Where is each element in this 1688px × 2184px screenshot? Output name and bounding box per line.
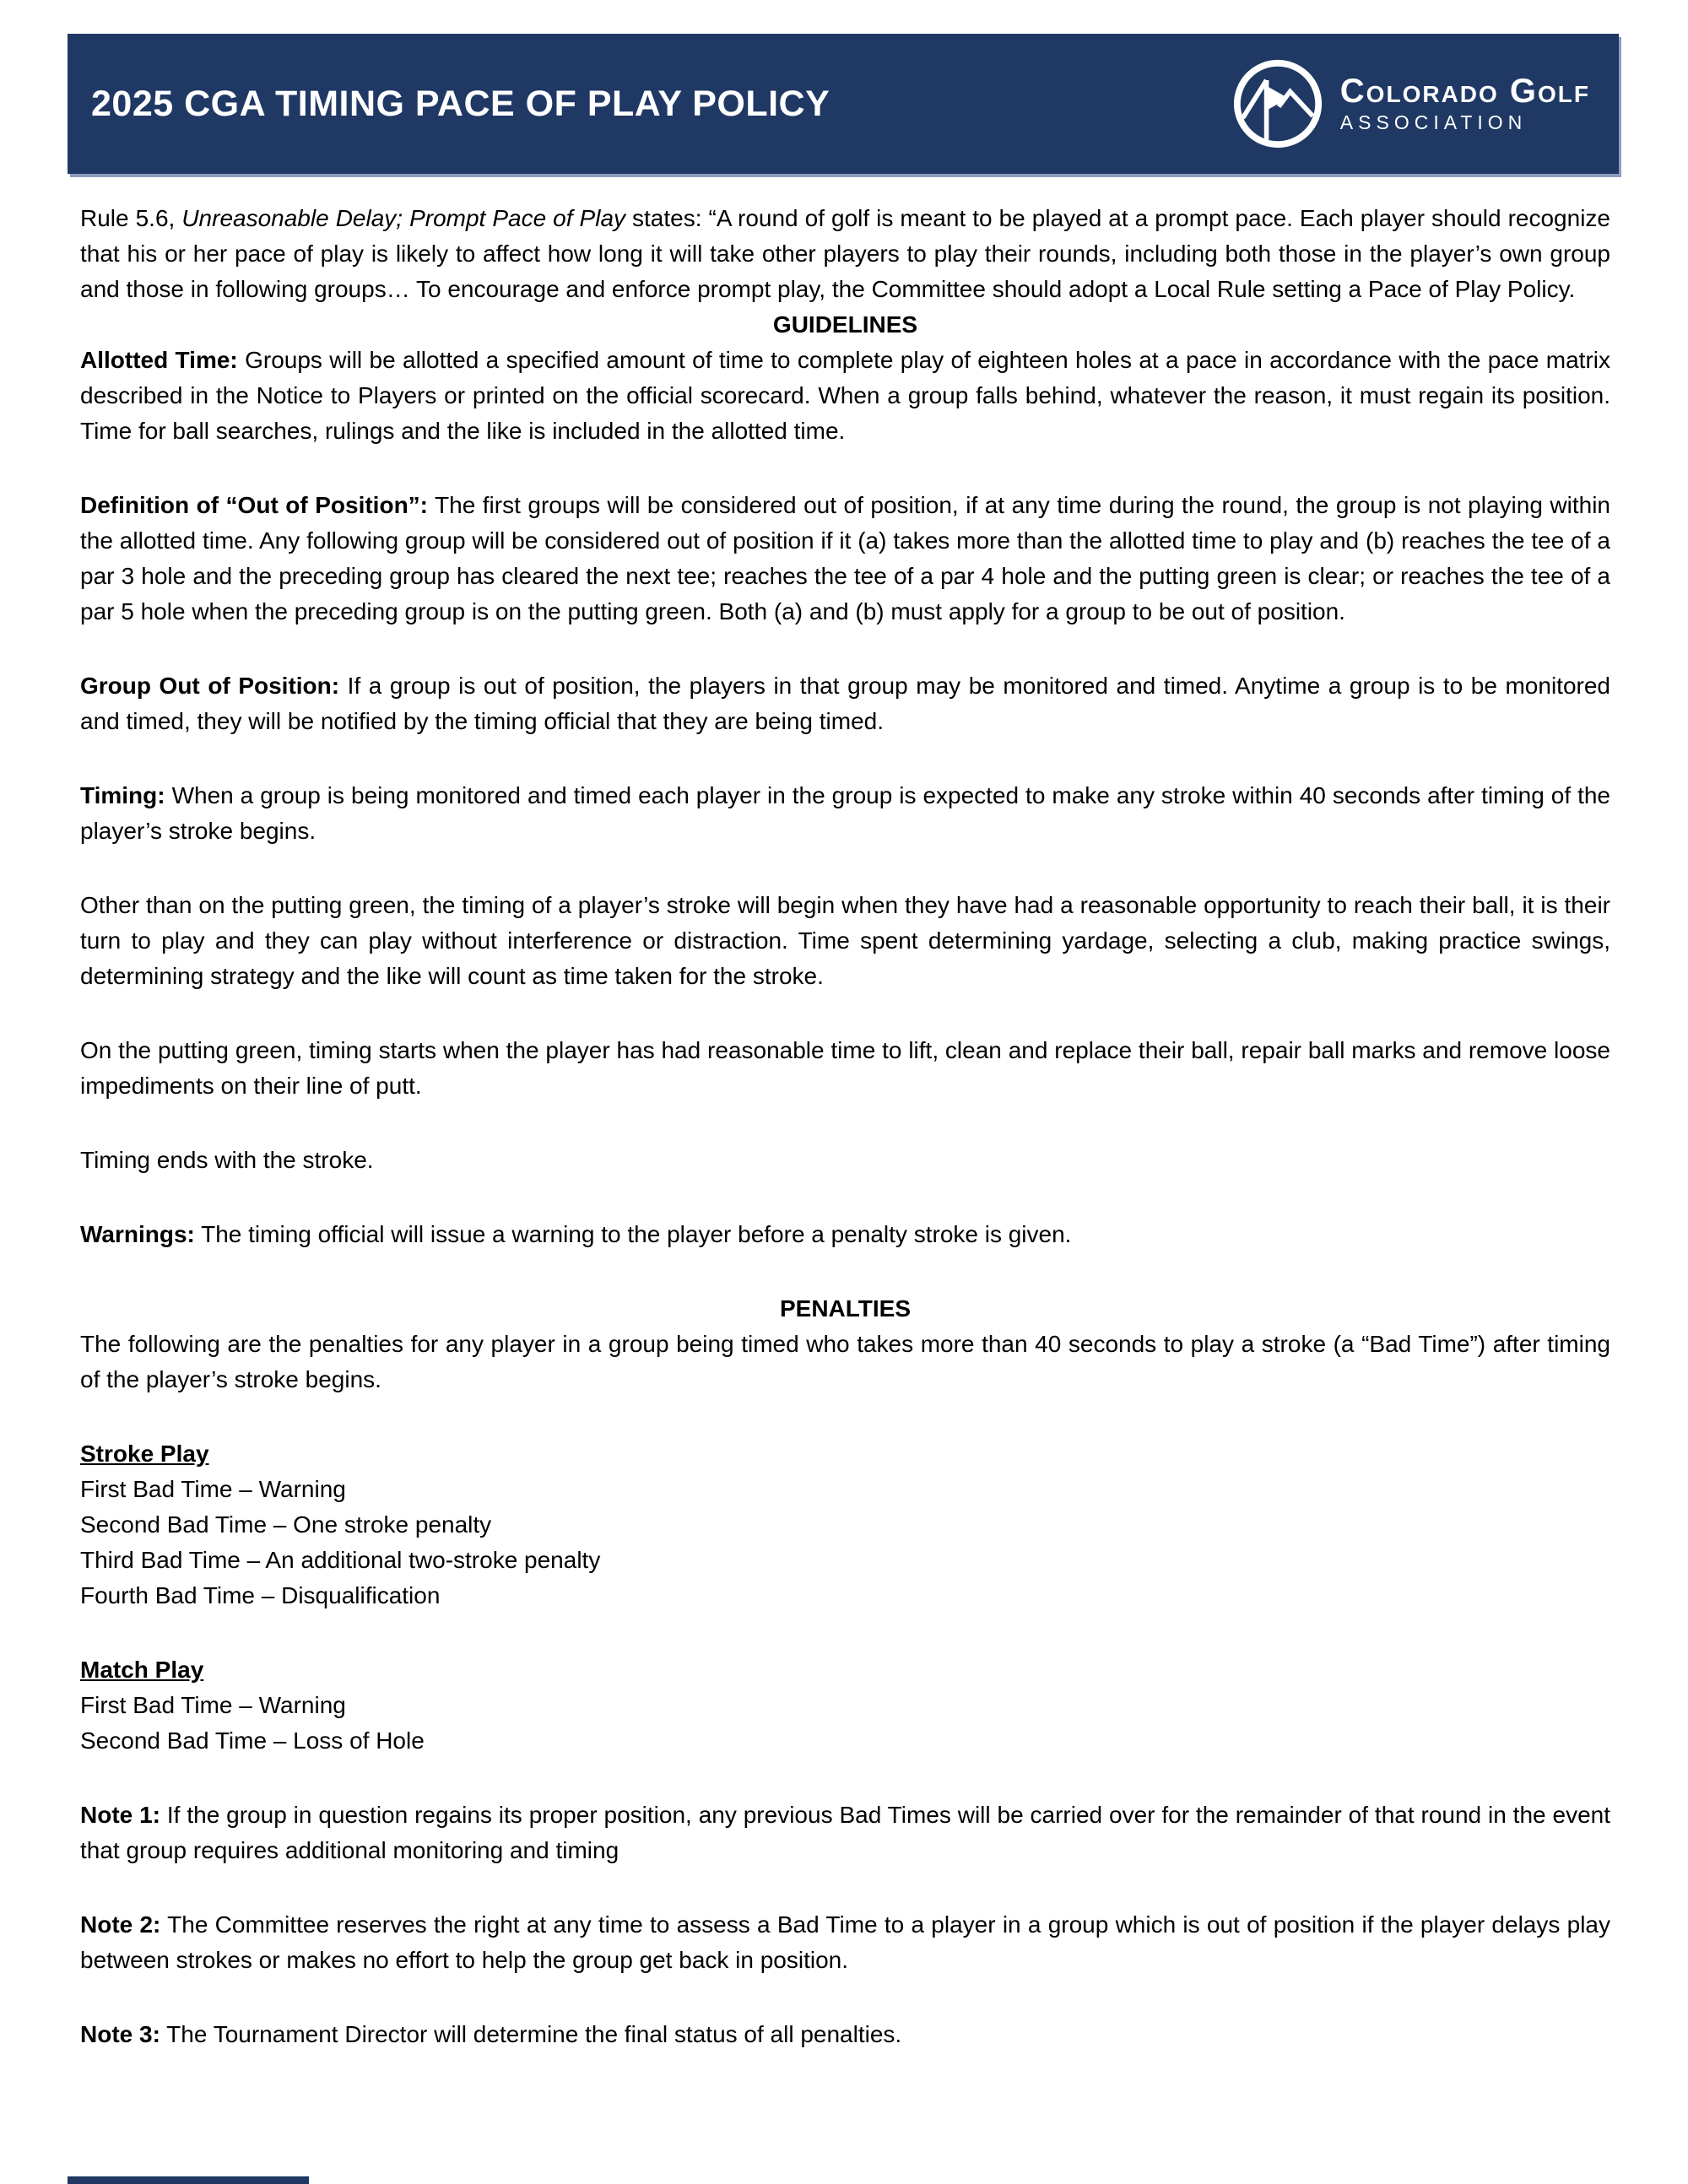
- note-2-text: The Committee reserves the right at any time to assess a Bad Time to a player in a group which is out of position if the player delays play between strokes or makes no effort to help the group get back in position.: [80, 1911, 1610, 1973]
- stroke-play-item-1: First Bad Time – Warning: [80, 1476, 346, 1502]
- cga-logo-icon: [1231, 57, 1325, 151]
- stroke-play-item-4: Fourth Bad Time – Disqualification: [80, 1582, 441, 1608]
- match-play-section: [80, 1652, 1610, 1759]
- timing-start-green-paragraph: On the putting green, timing starts when the player has had reasonable time to lift, clean and replace their ball, repair ball marks and remove loose impediments on their line of putt.: [80, 1037, 1610, 1099]
- group-out-of-position-paragraph: [80, 668, 1610, 739]
- note-1-paragraph: [80, 1797, 1610, 1868]
- page-title: 2025 CGA TIMING PACE OF PLAY POLICY: [91, 83, 830, 124]
- definition-lead: Definition of “Out of Position”:: [80, 492, 428, 518]
- cga-logo-text: [1340, 73, 1590, 134]
- match-play-item-1: First Bad Time – Warning: [80, 1692, 346, 1718]
- stroke-play-section: [80, 1436, 1610, 1614]
- group-oop-lead: Group Out of Position:: [80, 673, 340, 699]
- warnings-text: The timing official will issue a warning to the player before a penalty stroke is given.: [194, 1221, 1072, 1247]
- timing-lead: Timing:: [80, 782, 165, 808]
- match-play-heading: Match Play: [80, 1657, 204, 1683]
- note-2-lead: Note 2:: [80, 1911, 161, 1938]
- intro-paragraph: [80, 201, 1610, 307]
- match-play-item-2: Second Bad Time – Loss of Hole: [80, 1727, 425, 1754]
- cga-logo: [1231, 57, 1590, 151]
- note-1-text: If the group in question regains its proper position, any previous Bad Times will be carried over for the remainder of that round in the event that group requires additional monitoring and timing: [80, 1802, 1610, 1863]
- penalties-heading: PENALTIES: [779, 1295, 912, 1322]
- note-2-paragraph: [80, 1907, 1610, 1978]
- group-oop-text: If a group is out of position, the players in that group may be monitored and timed. Anytime a group is to be monitored and timed, they will be notified by the timing official that they are being timed.: [80, 673, 1610, 734]
- note-3-lead: Note 3:: [80, 2021, 160, 2047]
- allotted-time-lead: Allotted Time:: [80, 347, 238, 373]
- guidelines-heading: GUIDELINES: [772, 311, 918, 338]
- definition-paragraph: [80, 488, 1610, 630]
- note-3-text: The Tournament Director will determine the final status of all penalties.: [160, 2021, 902, 2047]
- definition-text: The first groups will be considered out of position, if at any time during the round, the group is not playing within the allotted time. Any following group will be considered out of position if it (a) takes more than the allotted time to play and (b) reaches the tee of a par 3 hole and the preceding group has cleared the next tee; reaches the tee of a par 4 hole and the putting green is clear; or reaches the tee of a par 5 hole when the preceding group is on the putting green. Both (a) and (b) must apply for a group to be out of position.: [80, 492, 1610, 624]
- next-page-banner-peek: [68, 2176, 309, 2184]
- note-1-lead: Note 1:: [80, 1802, 161, 1828]
- document-body: [80, 201, 1610, 2091]
- title-banner: [68, 34, 1619, 174]
- logo-name-line: Colorado Golf: [1339, 73, 1590, 110]
- intro-pre: Rule 5.6,: [80, 205, 182, 231]
- stroke-play-heading: Stroke Play: [80, 1441, 209, 1467]
- timing-end-paragraph: Timing ends with the stroke.: [80, 1147, 374, 1173]
- intro-rule-name: Unreasonable Delay; Prompt Pace of Play: [181, 205, 626, 231]
- note-3-paragraph: [80, 2017, 1610, 2052]
- timing-start-fairway-paragraph: Other than on the putting green, the timing of a player’s stroke will begin when they have had a reasonable opportunity to reach their ball, it is their turn to play and they can play without interference or distraction. Time spent determining yardage, selecting a club, making practice swings, determining strategy and the like will count as time taken for the stroke.: [80, 892, 1610, 989]
- warnings-lead: Warnings:: [80, 1221, 195, 1247]
- warnings-paragraph: [80, 1217, 1610, 1252]
- timing-text: When a group is being monitored and timed each player in the group is expected to make any stroke within 40 seconds after timing of the player’s stroke begins.: [80, 782, 1610, 844]
- penalties-intro-paragraph: The following are the penalties for any player in a group being timed who takes more than 40 seconds to play a stroke (a “Bad Time”) after timing of the player’s stroke begins.: [80, 1331, 1610, 1392]
- allotted-time-text: Groups will be allotted a specified amount of time to complete play of eighteen holes at a pace in accordance with the pace matrix described in the Notice to Players or printed on the official scorecard. When a group falls behind, whatever the reason, it must regain its position. Time for ball searches, rulings and the like is included in the allotted time.: [80, 347, 1610, 444]
- allotted-time-paragraph: [80, 343, 1610, 449]
- stroke-play-item-3: Third Bad Time – An additional two-stroke penalty: [80, 1547, 601, 1573]
- stroke-play-item-2: Second Bad Time – One stroke penalty: [80, 1511, 492, 1538]
- timing-paragraph: [80, 778, 1610, 849]
- logo-subtitle-line: ASSOCIATION: [1339, 111, 1528, 133]
- intro-post: states: “A round of golf is meant to be played at a prompt pace. Each player should recognize that his or her pace of play is likely to affect how long it will take other players to play their rounds, including both those in the player’s own group and those in following groups… To encourage and enforce prompt play, the Committee should adopt a Local Rule setting a Pace of Play Policy.: [80, 205, 1610, 302]
